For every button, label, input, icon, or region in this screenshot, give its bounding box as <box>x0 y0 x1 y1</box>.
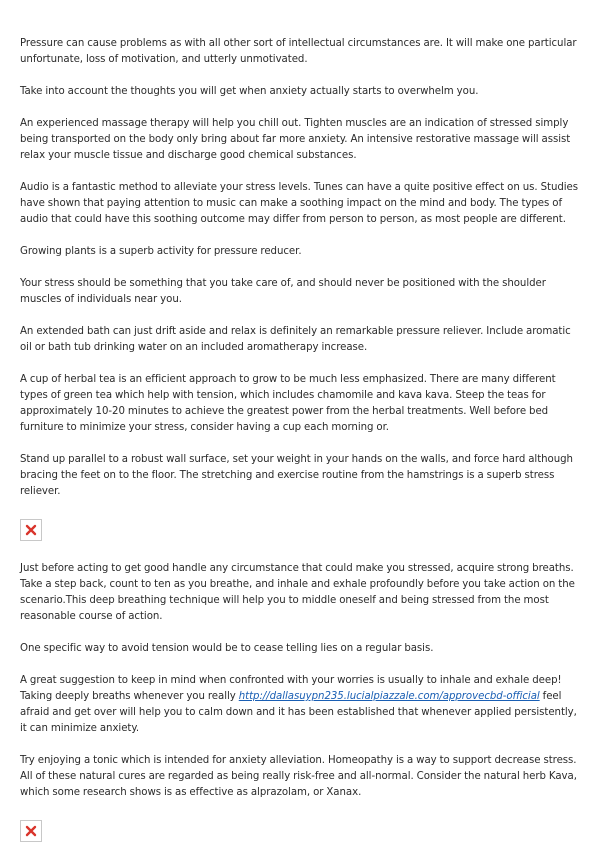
paragraph-wall-stretch: Stand up parallel to a robust wall surface, set your weight in your hands on the walls, and force hard although bracing the feet on to the floor. The stretching and exercise routine from the hamstrings is a superb stress reliever. <box>20 454 573 497</box>
paragraph-tonic: Try enjoying a tonic which is intended for anxiety alleviation. Homeopathy is a way to support decrease stress. All of these natural cures are regarded as being really risk-free and all-normal. Consider the natural herb Kava, which some research shows is as effective as alprazolam, or Xanax. <box>20 755 577 798</box>
paragraph-lies: One specific way to avoid tension would be to cease telling lies on a regular basis. <box>20 643 434 654</box>
broken-image-icon <box>25 524 37 536</box>
paragraph-thoughts: Take into account the thoughts you will get when anxiety actually starts to overwhelm you. <box>20 86 479 97</box>
paragraph-pressure: Pressure can cause problems as with all other sort of intellectual circumstances are. It will make one particular unfortunate, loss of motivation, and utterly unmotivated. <box>20 38 577 65</box>
link-paragraph-text-after: feel afraid and get over will help you to calm down and it has been established that whenever applied persistently, it can minimize anxiety. <box>20 691 577 734</box>
paragraph-massage: An experienced massage therapy will help you chill out. Tighten muscles are an indication of stressed simply being transported on the body only bring about far more anxiety. An intensive restorative massage will assist relax your muscle tissue and discharge good chemical substances. <box>20 118 571 161</box>
paragraph-stress-care: Your stress should be something that you take care of, and should never be positioned with the shoulder muscles of individuals near you. <box>20 278 546 305</box>
broken-image-placeholder-bottom <box>20 820 42 842</box>
paragraph-breathing: Just before acting to get good handle any circumstance that could make you stressed, acquire strong breaths. Take a step back, count to ten as you breathe, and inhale and exhale profoundly before you take action on the scenario.This deep breathing technique will help you to middle oneself and being stressed from the most reasonable course of action. <box>20 563 575 622</box>
approvecbd-link[interactable]: http://dallasuypn235.lucialpiazzale.com/approvecbd-official <box>238 691 540 702</box>
paragraph-deep-breaths <box>20 673 580 737</box>
link-paragraph-text-before: A great suggestion to keep in mind when confronted with your worries is usually to inhale and exhale deep! Taking deeply breaths whenever you really <box>20 675 562 702</box>
broken-image-placeholder <box>20 519 42 541</box>
paragraph-audio: Audio is a fantastic method to alleviate your stress levels. Tunes can have a quite positive effect on us. Studies have shown that paying attention to music can make a soothing impact on the mind and body. The types of audio that could have this soothing outcome may differ from person to person, as most people are different. <box>20 182 579 225</box>
paragraph-bath: An extended bath can just drift aside and relax is definitely an remarkable pressure reliever. Include aromatic oil or bath tub drinking water on an included aromatherapy increase. <box>20 326 571 353</box>
paragraph-herbal-tea: A cup of herbal tea is an efficient approach to grow to be much less emphasized. There are many different types of green tea which help with tension, which includes chamomile and kava kava. Steep the teas for approximately 10-20 minutes to achieve the greatest power from the herbal treatments. Well before bed furniture to minimize your stress, consider having a cup each morning or. <box>20 374 556 433</box>
paragraph-plants: Growing plants is a superb activity for pressure reducer. <box>20 246 302 257</box>
broken-image-icon <box>25 825 37 837</box>
